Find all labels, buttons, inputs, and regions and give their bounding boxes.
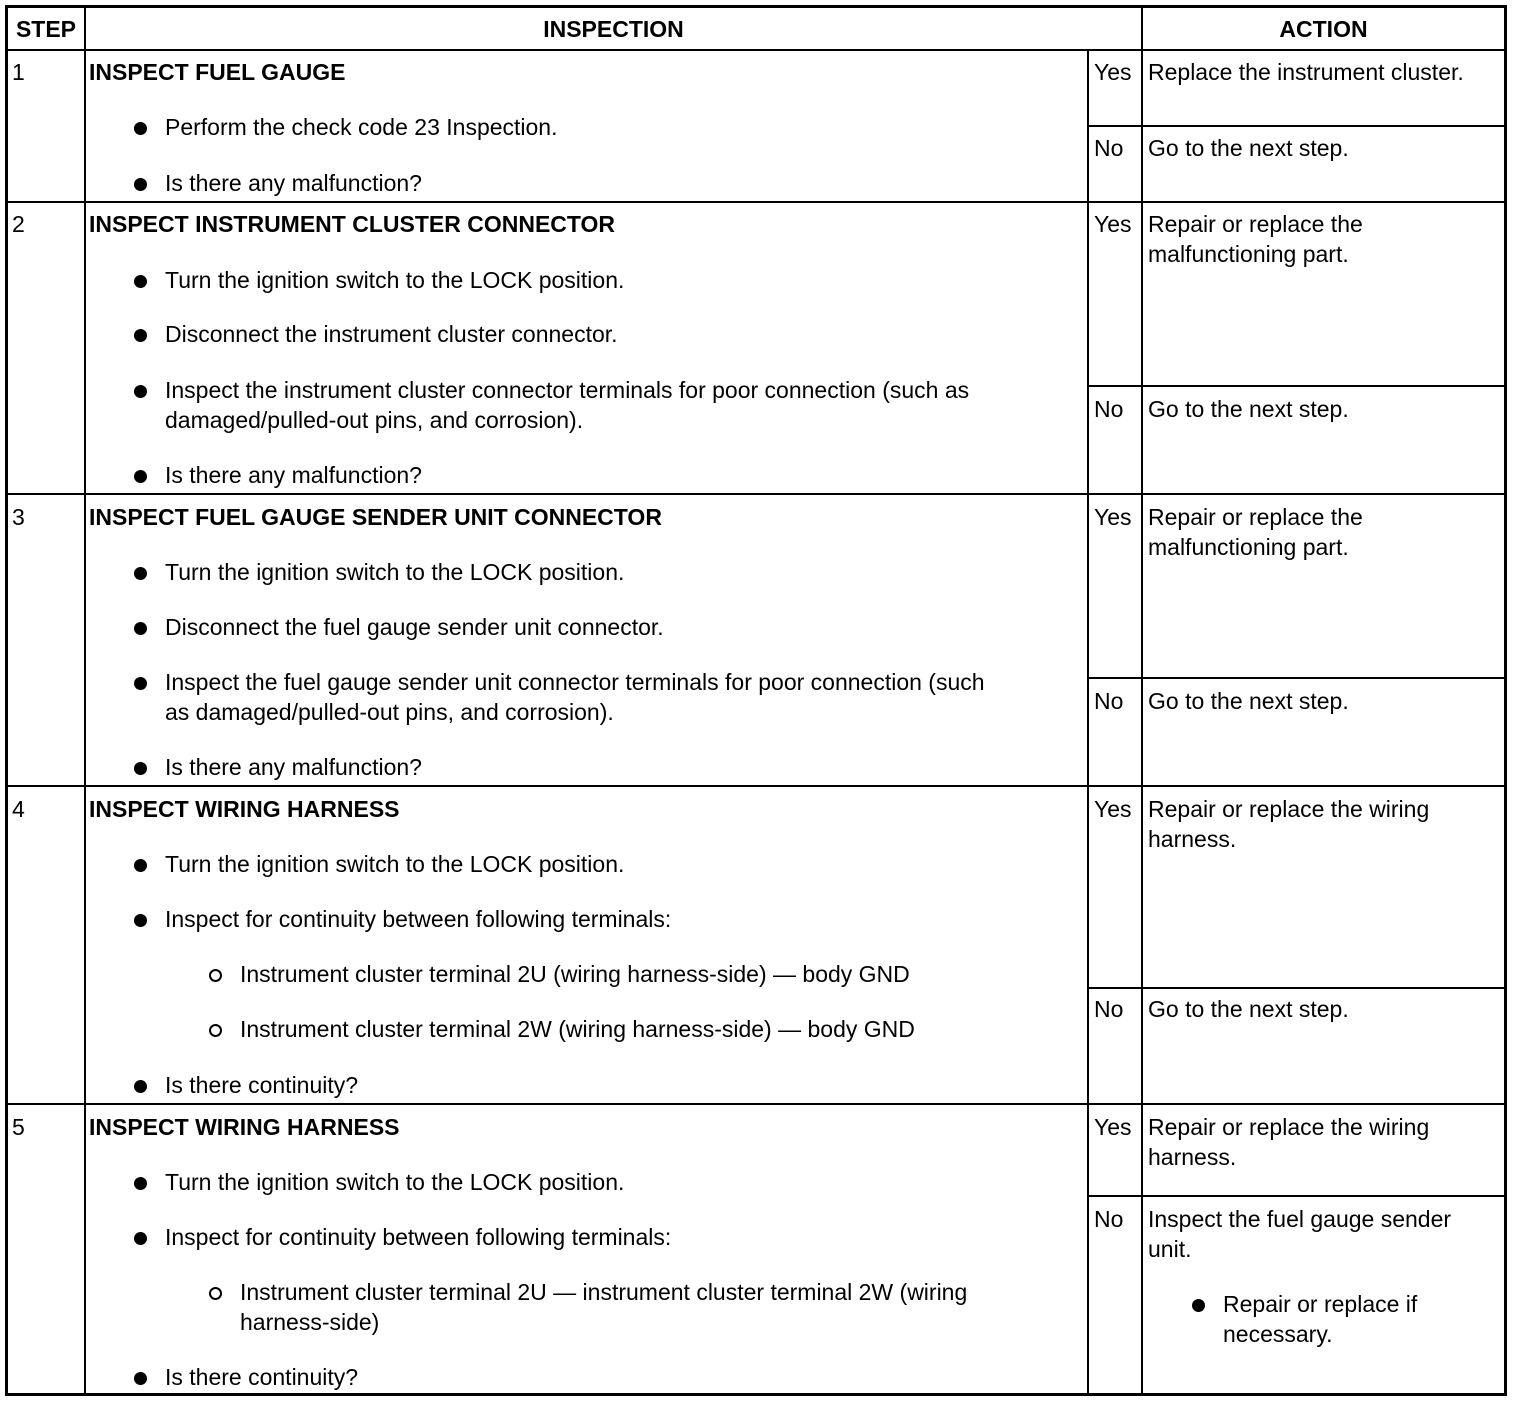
row-divider xyxy=(8,49,1504,51)
row-divider xyxy=(8,785,1504,787)
bullet-icon xyxy=(134,859,147,872)
column-divider xyxy=(1087,49,1089,1393)
bullet-icon xyxy=(134,1177,147,1190)
inspection-item: Is there any malfunction? xyxy=(165,754,422,780)
inspection-item: as damaged/pulled-out pins, and corrosion). xyxy=(165,699,614,725)
yes-label: Yes xyxy=(1094,796,1132,822)
inspection-item: Inspect the fuel gauge sender unit connector terminals for poor connection (such xyxy=(165,669,985,695)
yes-action: malfunctioning part. xyxy=(1148,241,1349,267)
header-step: STEP xyxy=(15,16,77,42)
no-action-bullet: Repair or replace if xyxy=(1223,1291,1418,1317)
step-number: 1 xyxy=(12,59,25,85)
step-number: 2 xyxy=(12,211,25,237)
no-action: Go to the next step. xyxy=(1148,688,1349,714)
step-number: 3 xyxy=(12,504,25,530)
bullet-icon xyxy=(134,567,147,580)
yes-action: Repair or replace the xyxy=(1148,504,1363,530)
step-title: INSPECT FUEL GAUGE SENDER UNIT CONNECTOR xyxy=(89,504,662,530)
inspection-item: Is there any malfunction? xyxy=(165,462,422,488)
bullet-icon xyxy=(134,1080,147,1093)
step-number: 5 xyxy=(12,1114,25,1140)
inspection-item: Turn the ignition switch to the LOCK position. xyxy=(165,559,625,585)
bullet-icon xyxy=(134,329,147,342)
column-divider xyxy=(84,8,86,1393)
bullet-icon xyxy=(134,178,147,191)
step-title: INSPECT WIRING HARNESS xyxy=(89,796,400,822)
yes-no-divider xyxy=(1087,385,1504,387)
bullet-icon xyxy=(134,622,147,635)
inspection-subitem: Instrument cluster terminal 2W (wiring harness-side) — body GND xyxy=(240,1016,915,1042)
bullet-icon xyxy=(134,914,147,927)
inspection-item: Turn the ignition switch to the LOCK position. xyxy=(165,851,625,877)
no-action: unit. xyxy=(1148,1236,1192,1262)
no-action: Go to the next step. xyxy=(1148,135,1349,161)
step-title: INSPECT INSTRUMENT CLUSTER CONNECTOR xyxy=(89,211,616,237)
inspection-subitem: Instrument cluster terminal 2U — instrument cluster terminal 2W (wiring xyxy=(240,1279,968,1305)
no-label: No xyxy=(1094,1206,1124,1232)
diagnostic-procedure-table xyxy=(5,5,1507,1396)
yes-no-divider xyxy=(1087,677,1504,679)
bullet-icon xyxy=(134,470,147,483)
inspection-item: Inspect for continuity between following terminals: xyxy=(165,906,672,932)
inspection-item: Is there any malfunction? xyxy=(165,170,422,196)
yes-action: malfunctioning part. xyxy=(1148,534,1349,560)
inspection-item: Inspect the instrument cluster connector terminals for poor connection (such as xyxy=(165,377,970,403)
row-divider xyxy=(8,1103,1504,1105)
yes-label: Yes xyxy=(1094,1114,1132,1140)
inspection-item: Disconnect the fuel gauge sender unit connector. xyxy=(165,614,664,640)
bullet-icon xyxy=(134,122,147,135)
yes-no-divider xyxy=(1087,125,1504,127)
no-label: No xyxy=(1094,135,1124,161)
step-title: INSPECT FUEL GAUGE xyxy=(89,59,346,85)
step-number: 4 xyxy=(12,796,25,822)
yes-label: Yes xyxy=(1094,504,1132,530)
inspection-item: Turn the ignition switch to the LOCK position. xyxy=(165,1169,625,1195)
no-action: Go to the next step. xyxy=(1148,996,1349,1022)
inspection-item: Inspect for continuity between following terminals: xyxy=(165,1224,672,1250)
bullet-icon xyxy=(134,677,147,690)
row-divider xyxy=(8,201,1504,203)
sub-bullet-icon xyxy=(209,969,222,982)
yes-label: Yes xyxy=(1094,211,1132,237)
yes-action: harness. xyxy=(1148,1144,1237,1170)
sub-bullet-icon xyxy=(209,1024,222,1037)
no-label: No xyxy=(1094,688,1124,714)
row-divider xyxy=(8,493,1504,495)
bullet-icon xyxy=(134,385,147,398)
header-inspection: INSPECTION xyxy=(543,16,684,42)
no-action: Inspect the fuel gauge sender xyxy=(1148,1206,1452,1232)
no-label: No xyxy=(1094,396,1124,422)
inspection-subitem: Instrument cluster terminal 2U (wiring harness-side) — body GND xyxy=(240,961,910,987)
yes-action: Repair or replace the xyxy=(1148,211,1363,237)
sub-bullet-icon xyxy=(209,1287,222,1300)
yes-action: harness. xyxy=(1148,826,1237,852)
inspection-item: Perform the check code 23 Inspection. xyxy=(165,114,558,140)
yes-action: Repair or replace the wiring xyxy=(1148,1114,1430,1140)
yes-label: Yes xyxy=(1094,59,1132,85)
no-action-bullet: necessary. xyxy=(1223,1321,1333,1347)
yes-action: Repair or replace the wiring xyxy=(1148,796,1430,822)
column-divider xyxy=(1141,8,1143,1393)
yes-no-divider xyxy=(1087,1195,1504,1197)
step-title: INSPECT WIRING HARNESS xyxy=(89,1114,400,1140)
yes-no-divider xyxy=(1087,987,1504,989)
bullet-icon xyxy=(1192,1299,1205,1312)
inspection-item: Is there continuity? xyxy=(165,1364,359,1390)
bullet-icon xyxy=(134,1232,147,1245)
inspection-item: Is there continuity? xyxy=(165,1072,359,1098)
bullet-icon xyxy=(134,1372,147,1385)
inspection-item: damaged/pulled-out pins, and corrosion). xyxy=(165,407,584,433)
inspection-subitem: harness-side) xyxy=(240,1309,380,1335)
bullet-icon xyxy=(134,275,147,288)
no-label: No xyxy=(1094,996,1124,1022)
no-action: Go to the next step. xyxy=(1148,396,1349,422)
inspection-item: Turn the ignition switch to the LOCK position. xyxy=(165,267,625,293)
header-action: ACTION xyxy=(1279,16,1368,42)
bullet-icon xyxy=(134,762,147,775)
inspection-item: Disconnect the instrument cluster connector. xyxy=(165,321,618,347)
yes-action: Replace the instrument cluster. xyxy=(1148,59,1464,85)
